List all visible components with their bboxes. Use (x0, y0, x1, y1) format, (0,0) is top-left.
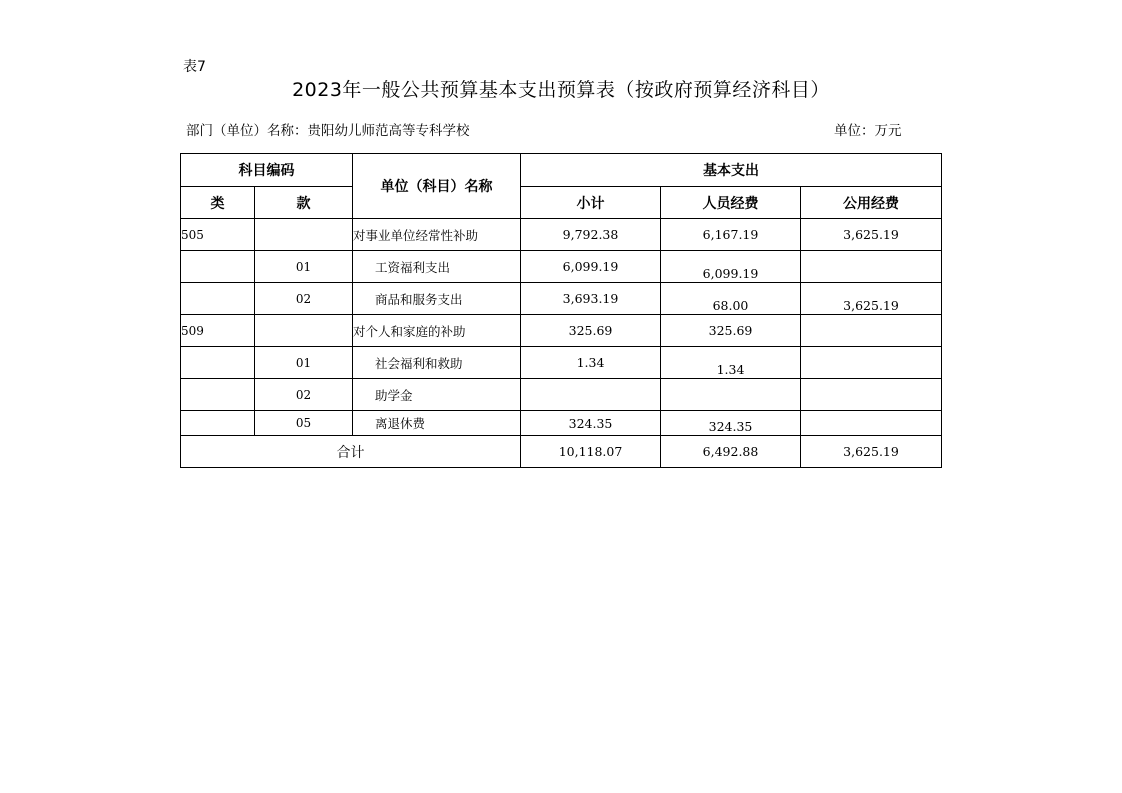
subject-name-cell: 对事业单位经常性补助 (353, 219, 521, 251)
public-cell (801, 379, 942, 411)
header-personnel-expenses: 人员经费 (661, 187, 801, 219)
unit-label: 单位：万元 (834, 123, 902, 139)
category-code-cell (181, 411, 255, 436)
category-code-cell (181, 379, 255, 411)
header-item: 款 (255, 187, 353, 219)
subtotal-cell: 9,792.38 (521, 219, 661, 251)
category-code-cell: 505 (181, 219, 255, 251)
total-public-cell: 3,625.19 (801, 436, 942, 468)
subject-name-cell: 工资福利支出 (353, 251, 521, 283)
table-row (181, 283, 942, 315)
category-code-cell (181, 347, 255, 379)
header-row-2 (181, 187, 942, 219)
table-row (181, 219, 942, 251)
category-code-cell (181, 283, 255, 315)
department-name-line: 部门（单位）名称：贵阳幼儿师范高等专科学校 (186, 123, 470, 139)
subtotal-cell: 3,693.19 (521, 283, 661, 315)
document-title: 2023年一般公共预算基本支出预算表（按政府预算经济科目） (292, 79, 830, 101)
subject-name-cell: 对个人和家庭的补助 (353, 315, 521, 347)
total-row (181, 436, 942, 468)
subject-name-cell: 商品和服务支出 (353, 283, 521, 315)
total-personnel-cell: 6,492.88 (661, 436, 801, 468)
public-cell (801, 315, 942, 347)
header-category: 类 (181, 187, 255, 219)
table-row (181, 379, 942, 411)
personnel-cell: 324.35 (661, 411, 801, 436)
subject-name-cell: 社会福利和救助 (353, 347, 521, 379)
public-cell: 3,625.19 (801, 283, 942, 315)
item-code-cell: 01 (255, 347, 353, 379)
item-code-cell: 05 (255, 411, 353, 436)
header-basic-expenditure: 基本支出 (521, 154, 942, 187)
header-row-1 (181, 154, 942, 187)
category-code-cell (181, 251, 255, 283)
subtotal-cell: 324.35 (521, 411, 661, 436)
personnel-cell: 325.69 (661, 315, 801, 347)
subject-name-cell: 助学金 (353, 379, 521, 411)
subtotal-cell: 1.34 (521, 347, 661, 379)
table-row (181, 315, 942, 347)
subtotal-cell: 325.69 (521, 315, 661, 347)
header-unit-name: 单位（科目）名称 (353, 154, 521, 219)
total-subtotal-cell: 10,118.07 (521, 436, 661, 468)
table-row (181, 347, 942, 379)
item-code-cell (255, 315, 353, 347)
header-subject-code: 科目编码 (181, 154, 353, 187)
public-cell (801, 347, 942, 379)
personnel-cell (661, 379, 801, 411)
public-cell (801, 251, 942, 283)
header-public-expenses: 公用经费 (801, 187, 942, 219)
public-cell: 3,625.19 (801, 219, 942, 251)
table-number-label: 表7 (183, 59, 206, 75)
personnel-cell: 68.00 (661, 283, 801, 315)
personnel-cell: 1.34 (661, 347, 801, 379)
item-code-cell (255, 219, 353, 251)
table-row (181, 411, 942, 436)
personnel-cell: 6,167.19 (661, 219, 801, 251)
budget-table (180, 153, 942, 468)
header-subtotal: 小计 (521, 187, 661, 219)
personnel-cell: 6,099.19 (661, 251, 801, 283)
table-row (181, 251, 942, 283)
item-code-cell: 01 (255, 251, 353, 283)
item-code-cell: 02 (255, 283, 353, 315)
category-code-cell: 509 (181, 315, 255, 347)
subject-name-cell: 离退休费 (353, 411, 521, 436)
item-code-cell: 02 (255, 379, 353, 411)
subtotal-cell: 6,099.19 (521, 251, 661, 283)
total-label: 合计 (181, 436, 521, 468)
subtotal-cell (521, 379, 661, 411)
public-cell (801, 411, 942, 436)
